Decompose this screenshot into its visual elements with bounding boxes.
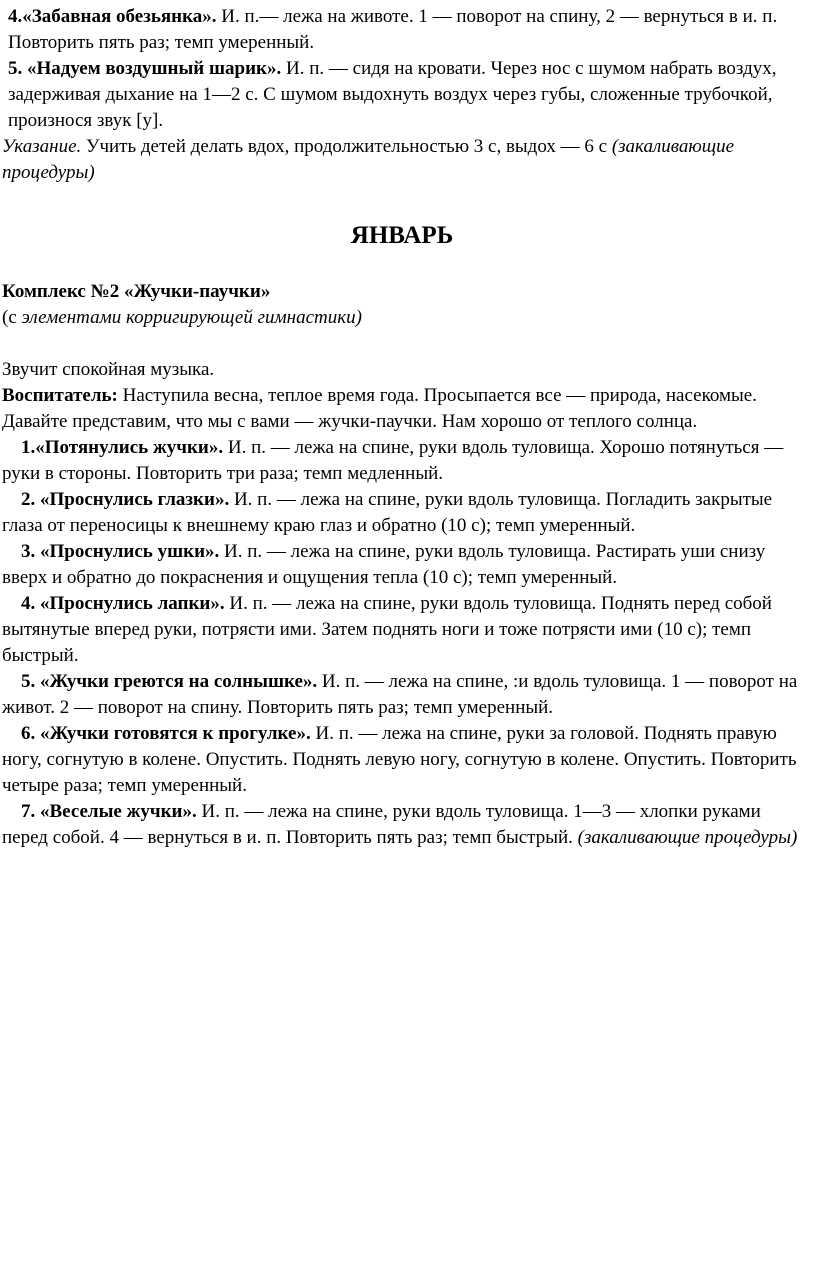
exercise-tail: (закаливающие процедуры) xyxy=(577,827,798,848)
month-heading: ЯНВАРЬ xyxy=(350,222,454,249)
exercise-item xyxy=(2,669,802,721)
exercise-text: И. п. — лежа на спине, руки вдоль туловища. 1—3 — хлопки руками перед собой. 4 — вернуться в и. п. Повторить пять раз; темп быстрый. xyxy=(2,801,761,848)
exercise-item xyxy=(2,487,802,539)
exercise-item xyxy=(2,435,802,487)
exercise-title: 2. «Проснулись глазки». xyxy=(21,489,230,510)
exercise-item xyxy=(2,539,802,591)
exercise-title: 5. «Надуем воздушный шарик». xyxy=(8,58,282,79)
exercise-title: 4.«Забавная обезьянка». xyxy=(8,6,217,27)
note-text: Учить детей делать вдох, продолжительностью 3 с, выдох — 6 с xyxy=(81,136,612,157)
note-label: Указание. xyxy=(2,136,82,157)
exercise-title: 3. «Проснулись ушки». xyxy=(21,541,220,562)
teacher-speech xyxy=(2,383,802,435)
exercise-text: И. п. — лежа на спине, руки вдоль туловища. Растирать уши снизу вверх и обратно до покраснения и ощущения тепла (10 с); темп умеренный. xyxy=(2,541,766,588)
exercise-text: И. п. — лежа на спине, руки вдоль туловища. Хорошо потянуться — руки в стороны. Повторить три раза; темп медленный. xyxy=(2,437,784,484)
exercise-title: 5. «Жучки греются на солнышке». xyxy=(21,671,318,692)
complex-title: Комплекс №2 «Жучки-паучки» xyxy=(2,281,271,302)
exercise-title: 7. «Веселые жучки». xyxy=(21,801,197,822)
instruction-note xyxy=(2,134,802,186)
exercise-title: 4. «Проснулись лапки». xyxy=(21,593,225,614)
subtitle-italic: элементами корригирующей гимнастики) xyxy=(21,307,362,328)
exercise-item xyxy=(2,721,802,799)
speech-text: Наступила весна, теплое время года. Просыпается все — природа, насекомые. Давайте представим, что мы с вами — жучки-паучки. Нам хорошо от теплого солнца. xyxy=(2,385,757,432)
exercise-text: И. п. — лежа на спине, руки вдоль туловища. Поднять перед собой вытянутые вперед руки, потрясти ими. Затем поднять ноги и тоже потрясти ими (10 с); темп быстрый. xyxy=(2,593,772,666)
note-tail: (закаливающие процедуры) xyxy=(2,136,735,183)
spacer xyxy=(2,331,802,357)
exercise-text: И. п. — лежа на спине, :и вдоль туловища. 1 — поворот на живот. 2 — поворот на спину. Повторить пять раз; темп умеренный. xyxy=(2,671,798,718)
music-line: Звучит спокойная музыка. xyxy=(2,359,215,380)
exercise-text: И. п. — лежа на спине, руки вдоль туловища. Погладить закрытые глаза от переносицы к внешнему краю глаз и обратно (10 с); темп умеренный. xyxy=(2,489,773,536)
exercise-item xyxy=(2,591,802,669)
exercise-4-monkey xyxy=(2,4,802,56)
exercise-text: И. п. — сидя на кровати. Через нос с шумом набрать воздух, задерживая дыхание на 1—2 с. С шумом выдохнуть воздух через губы, сложенные трубочкой, произнося звук [у]. xyxy=(8,58,777,131)
complex-subtitle xyxy=(2,305,802,331)
exercise-title: 1.«Потянулись жучки». xyxy=(21,437,224,458)
exercise-title: 6. «Жучки готовятся к прогулке». xyxy=(21,723,311,744)
exercise-text: И. п. — лежа на спине, руки за головой. Поднять правую ногу, согнутую в колене. Опустить. Поднять левую ногу, согнутую в колене. Опустить. Повторить четыре раза; темп умеренный. xyxy=(2,723,797,796)
subtitle-open: (с xyxy=(2,307,22,328)
exercise-5-balloon xyxy=(2,56,802,134)
exercise-text: И. п.— лежа на животе. 1 — поворот на спину, 2 — вернуться в и. п. Повторить пять раз; темп умеренный. xyxy=(8,6,778,53)
speaker-label: Воспитатель: xyxy=(2,385,118,406)
exercise-item xyxy=(2,799,802,851)
